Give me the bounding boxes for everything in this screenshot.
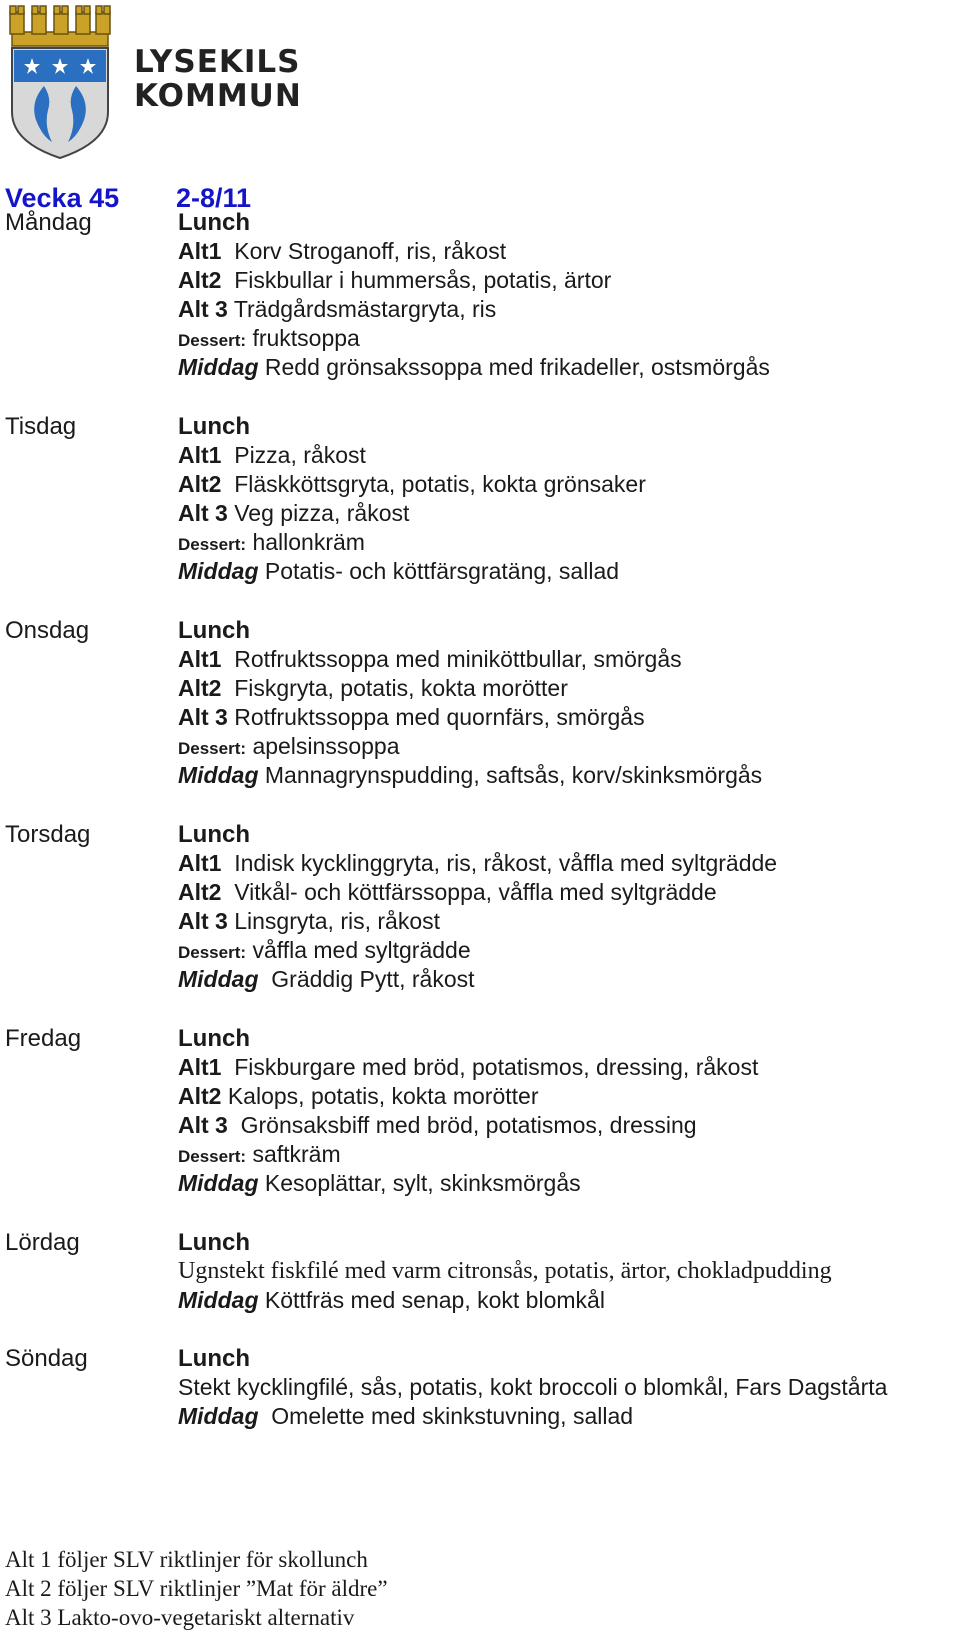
lunch-heading: Lunch xyxy=(178,617,250,644)
lunch-text: Ugnstekt fiskfilé med varm citronsås, potatis, ärtor, chokladpudding xyxy=(178,1258,832,1284)
alt-label: Alt 3 xyxy=(178,296,228,322)
alt-label: Alt1 xyxy=(178,1054,222,1080)
middag-label: Middag xyxy=(178,762,259,788)
alt-label: Alt1 xyxy=(178,238,222,264)
day-name: Tisdag xyxy=(5,413,77,440)
alt-text: Grönsaksbiff med bröd, potatismos, dressing xyxy=(240,1112,697,1138)
menu-alt-row xyxy=(178,1054,758,1081)
alt-label: Alt2 xyxy=(178,675,222,701)
dessert-label: Dessert: xyxy=(178,1147,247,1166)
menu-alt-row xyxy=(178,1112,697,1139)
lunch-text: Stekt kycklingfilé, sås, potatis, kokt broccoli o blomkål, Fars Dagstårta xyxy=(178,1374,888,1400)
middag-label: Middag xyxy=(178,354,259,380)
lunch-heading: Lunch xyxy=(178,1345,250,1372)
alt-text: Rotfruktssoppa med miniköttbullar, smörgås xyxy=(234,646,682,672)
menu-alt-row xyxy=(178,879,717,906)
dessert-text: saftkräm xyxy=(252,1141,341,1167)
alt-label: Alt1 xyxy=(178,850,222,876)
logo-text-line1: LYSEKILS xyxy=(134,44,301,80)
alt-text: Korv Stroganoff, ris, råkost xyxy=(234,238,507,264)
menu-alt-row xyxy=(178,296,496,323)
day-name: Fredag xyxy=(5,1025,82,1052)
week-number: Vecka 45 xyxy=(5,183,120,213)
menu-alt-row xyxy=(178,646,682,673)
dessert-row xyxy=(178,325,360,352)
middag-text: Potatis- och köttfärsgratäng, sallad xyxy=(264,558,620,584)
day-name: Torsdag xyxy=(5,821,91,848)
day-name: Måndag xyxy=(5,209,92,236)
alt-text: Linsgryta, ris, råkost xyxy=(234,908,441,934)
lunch-heading: Lunch xyxy=(178,209,250,236)
day-name: Söndag xyxy=(5,1345,88,1372)
middag-text: Mannagrynspudding, saftsås, korv/skinksmörgås xyxy=(264,762,763,788)
week-date-range: 2-8/11 xyxy=(176,183,252,213)
menu-alt-row xyxy=(178,238,506,265)
alt-label: Alt 3 xyxy=(178,500,228,526)
middag-row xyxy=(178,762,762,789)
menu-alt-row xyxy=(178,704,645,731)
dessert-label: Dessert: xyxy=(178,739,247,758)
middag-row xyxy=(178,1287,605,1314)
footnote: Alt 3 Lakto-ovo-vegetariskt alternativ xyxy=(5,1605,355,1630)
footnote: Alt 1 följer SLV riktlinjer för skollunch xyxy=(5,1547,368,1572)
menu-alt-row xyxy=(178,675,568,702)
alt-text: Fläskköttsgryta, potatis, kokta grönsaker xyxy=(234,471,646,497)
lunch-heading: Lunch xyxy=(178,1229,250,1256)
menu-alt-row xyxy=(178,908,440,935)
middag-row xyxy=(178,1170,581,1197)
lunch-heading: Lunch xyxy=(178,821,250,848)
alt-text: Trädgårdsmästargryta, ris xyxy=(233,296,497,322)
alt-label: Alt2 xyxy=(178,267,222,293)
alt-text: Indisk kycklinggryta, ris, råkost, våffla med syltgrädde xyxy=(234,850,778,876)
alt-text: Pizza, råkost xyxy=(234,442,366,468)
middag-label: Middag xyxy=(178,966,259,992)
dessert-label: Dessert: xyxy=(178,331,247,350)
alt-label: Alt2 xyxy=(178,1083,222,1109)
alt-text: Kalops, potatis, kokta morötter xyxy=(227,1083,539,1109)
footnote: Alt 2 följer SLV riktlinjer ”Mat för äldre” xyxy=(5,1576,388,1601)
menu-alt-row xyxy=(178,1083,539,1110)
dessert-label: Dessert: xyxy=(178,535,247,554)
middag-text: Gräddig Pytt, råkost xyxy=(271,966,475,992)
middag-label: Middag xyxy=(178,1403,259,1429)
dessert-text: apelsinssoppa xyxy=(252,733,400,759)
alt-text: Fiskbullar i hummersås, potatis, ärtor xyxy=(234,267,612,293)
alt-label: Alt1 xyxy=(178,442,222,468)
middag-text: Redd grönsakssoppa med frikadeller, ostsmörgås xyxy=(264,354,770,380)
lunch-heading: Lunch xyxy=(178,1025,250,1052)
middag-row xyxy=(178,558,619,585)
lysekils-kommun-logo xyxy=(4,2,324,162)
dessert-text: fruktsoppa xyxy=(252,325,360,351)
middag-row xyxy=(178,966,475,993)
middag-text: Köttfräs med senap, kokt blomkål xyxy=(264,1287,605,1313)
alt-label: Alt2 xyxy=(178,879,222,905)
menu-alt-row xyxy=(178,500,409,527)
middag-label: Middag xyxy=(178,558,259,584)
dessert-row xyxy=(178,1141,341,1168)
alt-text: Fiskgryta, potatis, kokta morötter xyxy=(234,675,568,701)
middag-label: Middag xyxy=(178,1287,259,1313)
dessert-row xyxy=(178,529,365,556)
day-name: Lördag xyxy=(5,1229,80,1256)
alt-label: Alt 3 xyxy=(178,1112,228,1138)
menu-alt-row xyxy=(178,442,366,469)
dessert-row xyxy=(178,937,471,964)
lunch-heading: Lunch xyxy=(178,413,250,440)
menu-alt-row xyxy=(178,267,611,294)
middag-row xyxy=(178,354,770,381)
dessert-text: hallonkräm xyxy=(252,529,365,555)
dessert-text: våffla med syltgrädde xyxy=(252,937,471,963)
alt-text: Rotfruktssoppa med quornfärs, smörgås xyxy=(234,704,645,730)
alt-label: Alt 3 xyxy=(178,908,228,934)
day-name: Onsdag xyxy=(5,617,90,644)
middag-row xyxy=(178,1403,633,1430)
menu-alt-row xyxy=(178,471,646,498)
alt-label: Alt1 xyxy=(178,646,222,672)
menu-alt-row xyxy=(178,850,777,877)
alt-text: Fiskburgare med bröd, potatismos, dressing, råkost xyxy=(234,1054,759,1080)
dessert-label: Dessert: xyxy=(178,943,247,962)
middag-text: Kesoplättar, sylt, skinksmörgås xyxy=(264,1170,581,1196)
dessert-row xyxy=(178,733,400,760)
alt-text: Veg pizza, råkost xyxy=(234,500,410,526)
coat-of-arms-icon xyxy=(4,2,116,162)
alt-label: Alt 3 xyxy=(178,704,228,730)
alt-label: Alt2 xyxy=(178,471,222,497)
middag-label: Middag xyxy=(178,1170,259,1196)
alt-text: Vitkål- och köttfärssoppa, våffla med syltgrädde xyxy=(234,879,717,905)
middag-text: Omelette med skinkstuvning, sallad xyxy=(271,1403,634,1429)
logo-text-line2: KOMMUN xyxy=(134,78,302,114)
